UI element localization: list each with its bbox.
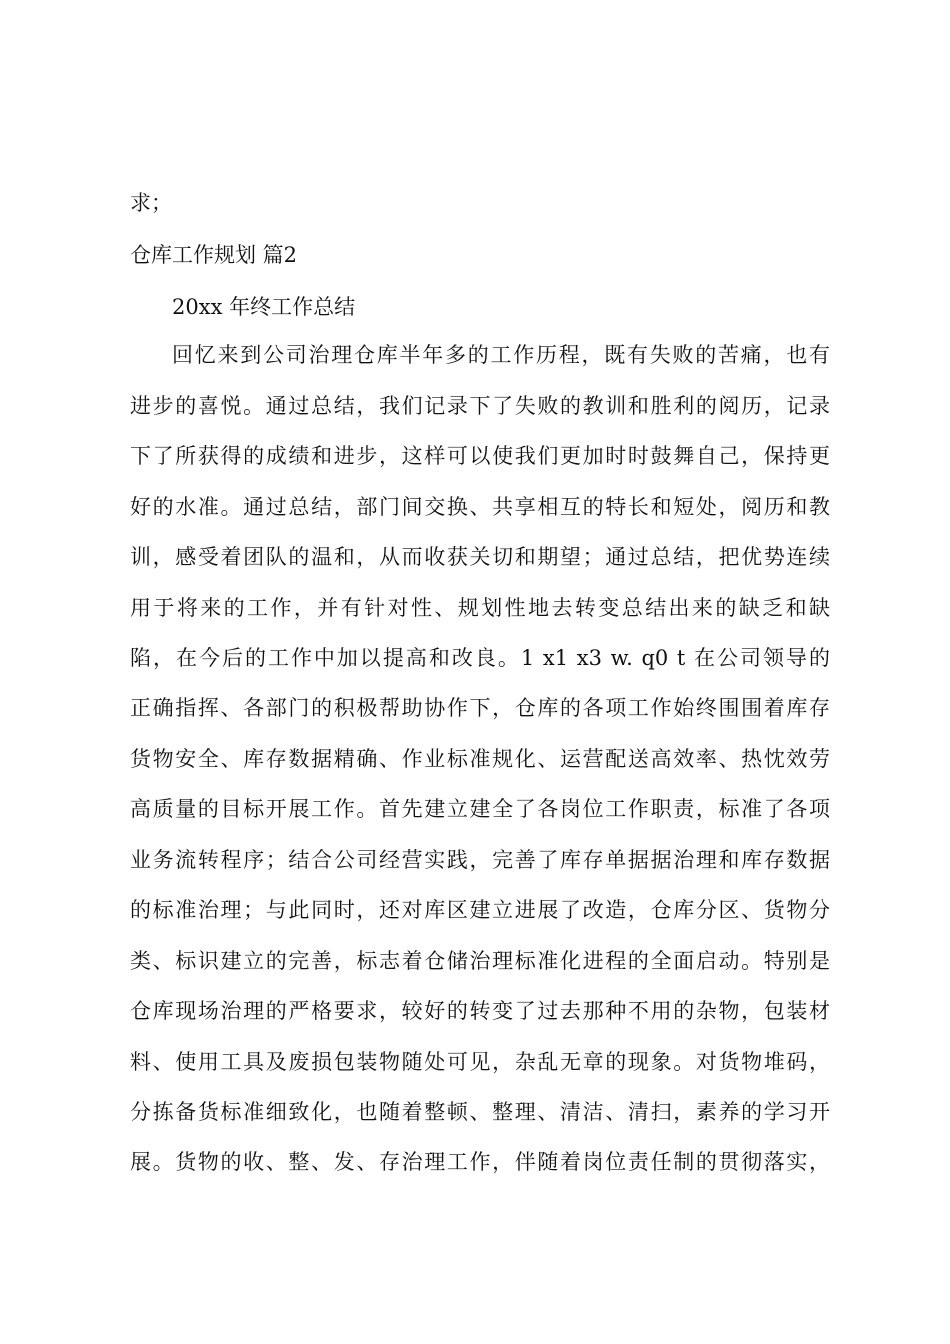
body-line: 分拣备货标准细致化，也随着整顿、整理、清洁、清扫，素养的学习开 xyxy=(130,1100,830,1124)
body-line: 用于将来的工作，并有针对性、规划性地去转变总结出来的缺乏和缺 xyxy=(130,596,830,620)
body-line: 业务流转程序；结合公司经营实践，完善了库存单据据治理和库存数据 xyxy=(130,848,830,872)
body-line: 高质量的目标开展工作。首先建立建全了各岗位工作职责，标准了各项 xyxy=(130,797,830,821)
body-line: 下了所获得的成绩和进步，这样可以使我们更加时时鼓舞自己，保持更 xyxy=(130,444,830,468)
body-line: 好的水准。通过总结，部门间交换、共享相互的特长和短处，阅历和教 xyxy=(130,495,830,519)
body-line: 陷，在今后的工作中加以提高和改良。1 x1 x3 w. q0 t 在公司领导的 xyxy=(130,646,830,670)
section-heading: 仓库工作规划 篇2 xyxy=(130,243,298,267)
body-line: 仓库现场治理的严格要求，较好的转变了过去那种不用的杂物，包装材 xyxy=(130,999,830,1023)
subtitle: 20xx 年终工作总结 xyxy=(172,295,356,319)
body-line: 展。货物的收、整、发、存治理工作，伴随着岗位责任制的贯彻落实， xyxy=(130,1150,830,1174)
body-line: 进步的喜悦。通过总结，我们记录下了失败的教训和胜利的阅历，记录 xyxy=(130,394,830,418)
body-line: 回忆来到公司治理仓库半年多的工作历程，既有失败的苦痛，也有 xyxy=(172,343,830,367)
body-line: 的标准治理；与此同时，还对库区建立进展了改造，仓库分区、货物分 xyxy=(130,898,830,922)
body-line: 正确指挥、各部门的积极帮助协作下，仓库的各项工作始终围围着库存 xyxy=(130,696,830,720)
body-line: 训，感受着团队的温和，从而收获关切和期望；通过总结，把优势连续 xyxy=(130,545,830,569)
body-line: 料、使用工具及废损包装物随处可见，杂乱无章的现象。对货物堆码， xyxy=(130,1050,830,1074)
body-line: 货物安全、库存数据精确、作业标准规化、运营配送高效率、热忱效劳 xyxy=(130,747,830,771)
body-line: 类、标识建立的完善，标志着仓储治理标准化进程的全面启动。特别是 xyxy=(130,949,830,973)
top-fragment: 求； xyxy=(130,191,172,215)
